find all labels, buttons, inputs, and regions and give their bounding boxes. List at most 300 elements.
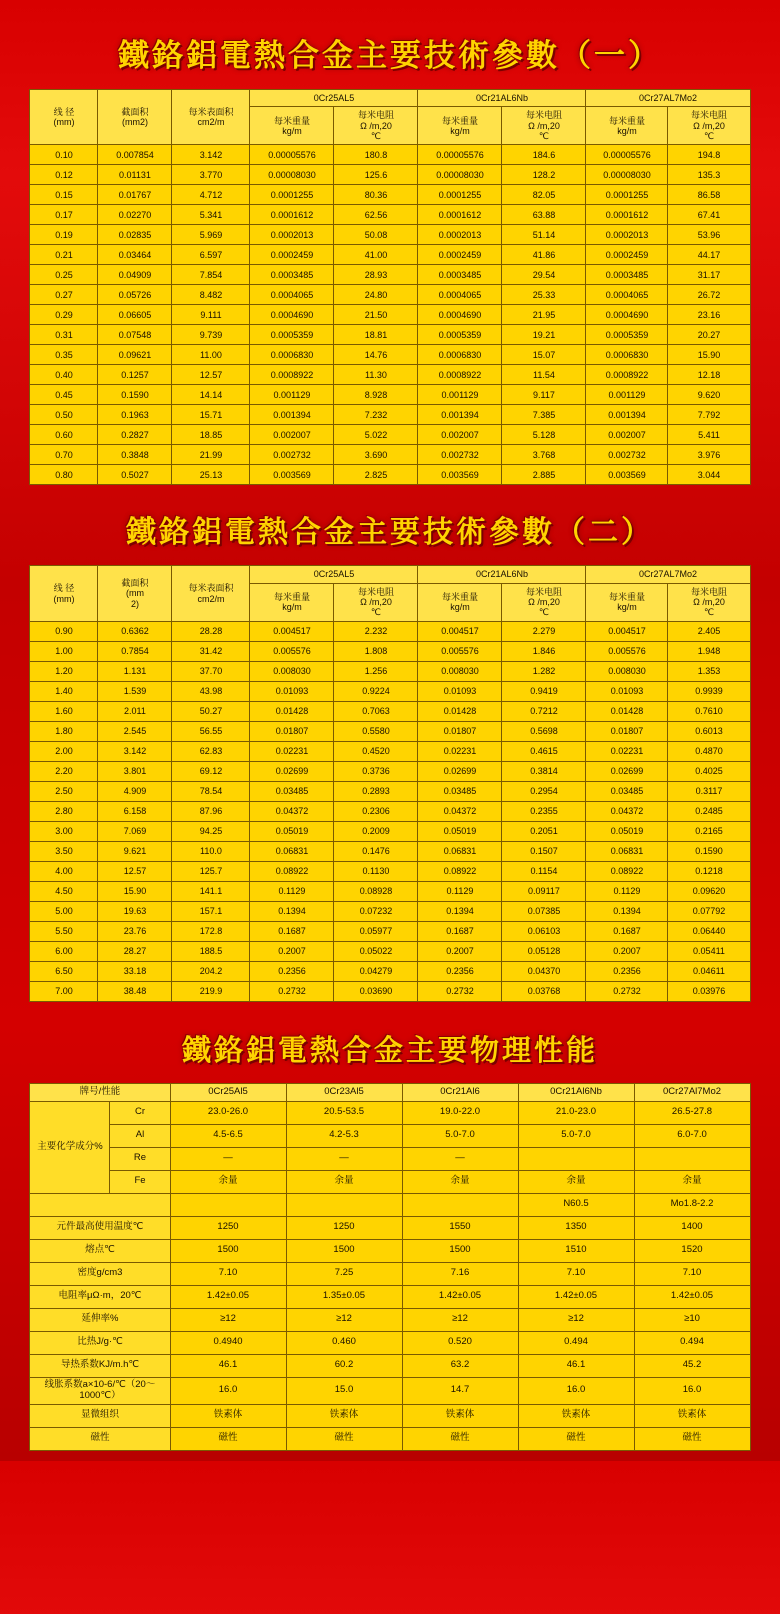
table-cell: 0.3117 [668, 781, 750, 801]
table-cell: 0.04372 [418, 801, 502, 821]
table-cell: 0.4870 [668, 741, 750, 761]
table3-col-2: 0Cr23Al5 [286, 1083, 402, 1101]
table3-col-1: 0Cr25Al5 [170, 1083, 286, 1101]
property-row [30, 1285, 750, 1308]
weight-label-3: 每米重量 [608, 115, 645, 126]
resistance-unit-3: Ω /m,20 [693, 120, 725, 131]
table-cell: 62.83 [172, 741, 250, 761]
table-cell: 0.00005576 [250, 145, 334, 165]
table-cell: 0.001394 [586, 405, 668, 425]
table-cell: 31.42 [172, 641, 250, 661]
resistance-unit-2: Ω /m,20 [528, 597, 560, 608]
table-cell: 29.54 [502, 265, 586, 285]
table-cell: 0.7854 [98, 641, 172, 661]
table-cell: 11.30 [334, 365, 418, 385]
table-cell: 4.50 [30, 881, 98, 901]
table-cell: 0.01428 [418, 701, 502, 721]
composition-element: Re [110, 1147, 170, 1170]
property-value: ≥10 [634, 1308, 750, 1331]
col-resistance-2 [502, 107, 586, 145]
table-cell: 0.0005359 [250, 325, 334, 345]
table-cell: 0.12 [30, 165, 98, 185]
table-cell: 5.411 [668, 425, 750, 445]
composition-extra-value: N60.5 [518, 1193, 634, 1216]
table-cell: 11.00 [172, 345, 250, 365]
table-cell: 0.01093 [250, 681, 334, 701]
table-cell: 0.2356 [250, 961, 334, 981]
table-row [30, 941, 750, 961]
table-cell: 0.03464 [98, 245, 172, 265]
col-surface-area [172, 566, 250, 621]
table-cell: 1.80 [30, 721, 98, 741]
table-row [30, 345, 750, 365]
table-row [30, 445, 750, 465]
table3-body [30, 1101, 750, 1450]
weight-label-3: 每米重量 [608, 591, 645, 602]
table-row [30, 741, 750, 761]
col-resistance-3 [668, 583, 750, 621]
property-value: ≥12 [402, 1308, 518, 1331]
table-cell: 0.4025 [668, 761, 750, 781]
table-cell: 172.8 [172, 921, 250, 941]
table-row [30, 681, 750, 701]
table-cell: 128.2 [502, 165, 586, 185]
composition-label: 主要化学成分% [30, 1101, 110, 1193]
table-cell: 11.54 [502, 365, 586, 385]
resistance-temp-2: ℃ [538, 131, 550, 142]
col-surface-area [172, 90, 250, 145]
property-value: 0.4940 [170, 1331, 286, 1354]
table-row [30, 781, 750, 801]
property-value: 7.10 [634, 1262, 750, 1285]
property-label: 元件最高使用温度℃ [30, 1216, 170, 1239]
table-cell: 8.928 [334, 385, 418, 405]
property-row [30, 1308, 750, 1331]
table-cell: 0.3814 [502, 761, 586, 781]
resistance-label-3: 每米电阻 [690, 110, 727, 121]
table-cell: 0.004517 [418, 621, 502, 641]
table-cell: 0.0002013 [250, 225, 334, 245]
table-cell: 0.80 [30, 465, 98, 485]
table-cell: 2.279 [502, 621, 586, 641]
table-cell: 0.03976 [668, 981, 750, 1001]
table-cell: 5.50 [30, 921, 98, 941]
table-cell: 0.1687 [250, 921, 334, 941]
table-cell: 0.008030 [250, 661, 334, 681]
table-row [30, 365, 750, 385]
table-cell: 0.0001255 [586, 185, 668, 205]
table-cell: 0.1963 [98, 405, 172, 425]
table-row [30, 981, 750, 1001]
table-cell: 3.00 [30, 821, 98, 841]
table-cell: 6.50 [30, 961, 98, 981]
table-cell: 4.909 [98, 781, 172, 801]
col-alloy-2: 0Cr21AL6Nb [418, 566, 586, 583]
table-cell: 0.09117 [502, 881, 586, 901]
table-cell: 0.008030 [418, 661, 502, 681]
table-cell: 0.05726 [98, 285, 172, 305]
table-cell: 0.03485 [586, 781, 668, 801]
table-row [30, 145, 750, 165]
composition-extra-value: Mo1.8-2.2 [634, 1193, 750, 1216]
table-cell: 1.40 [30, 681, 98, 701]
table-cell: 9.111 [172, 305, 250, 325]
property-value: 1.42±0.05 [402, 1285, 518, 1308]
property-value: 45.2 [634, 1354, 750, 1377]
table-cell: 20.27 [668, 325, 750, 345]
weight-label-2: 每米重量 [441, 115, 478, 126]
property-row [30, 1427, 750, 1450]
table-cell: 7.385 [502, 405, 586, 425]
table-row [30, 881, 750, 901]
resistance-unit-1: Ω /m,20 [360, 597, 392, 608]
table-cell: 24.80 [334, 285, 418, 305]
table-cell: 6.597 [172, 245, 250, 265]
table-row [30, 641, 750, 661]
property-value: 46.1 [170, 1354, 286, 1377]
composition-value: — [402, 1147, 518, 1170]
table-cell: 0.02699 [418, 761, 502, 781]
table-cell: 0.1394 [586, 901, 668, 921]
table-cell: 21.99 [172, 445, 250, 465]
table-cell: 141.1 [172, 881, 250, 901]
property-value: 磁性 [634, 1427, 750, 1450]
property-label: 熔点℃ [30, 1239, 170, 1262]
table-row [30, 901, 750, 921]
col-resistance-1 [334, 107, 418, 145]
table-cell: 0.1129 [586, 881, 668, 901]
table-cell: 28.28 [172, 621, 250, 641]
property-label: 比热J/g·℃ [30, 1331, 170, 1354]
property-value: 63.2 [402, 1354, 518, 1377]
table-cell: 0.00008030 [586, 165, 668, 185]
table-cell: 0.09620 [668, 881, 750, 901]
table-cell: 0.0008922 [250, 365, 334, 385]
col-wire-diameter-l2: (mm) [53, 117, 75, 128]
composition-element: Al [110, 1124, 170, 1147]
property-row [30, 1239, 750, 1262]
table-cell: 0.2355 [502, 801, 586, 821]
table-cell: 5.022 [334, 425, 418, 445]
table-cell: 0.29 [30, 305, 98, 325]
table-cell: 12.18 [668, 365, 750, 385]
table-cell: 15.90 [668, 345, 750, 365]
table-cell: 0.003569 [418, 465, 502, 485]
table-cell: 0.04611 [668, 961, 750, 981]
composition-value: 26.5-27.8 [634, 1101, 750, 1124]
table-cell: 0.0004690 [586, 305, 668, 325]
table2-wrapper [0, 565, 780, 1001]
table-cell: 0.0008922 [586, 365, 668, 385]
table-cell: 0.0004065 [250, 285, 334, 305]
col-resistance-1 [334, 583, 418, 621]
table-row [30, 821, 750, 841]
table-row [30, 721, 750, 741]
table-cell: 86.58 [668, 185, 750, 205]
table-cell: 0.0006830 [418, 345, 502, 365]
property-row [30, 1377, 750, 1404]
table-cell: 0.0006830 [586, 345, 668, 365]
property-value: 15.0 [286, 1377, 402, 1404]
table-cell: 0.00008030 [418, 165, 502, 185]
table-cell: 0.7212 [502, 701, 586, 721]
composition-element: Cr [110, 1101, 170, 1124]
col-wire-diameter [30, 90, 98, 145]
table-cell: 0.1590 [668, 841, 750, 861]
table-cell: 0.04372 [250, 801, 334, 821]
composition-value [518, 1147, 634, 1170]
table-cell: 0.5027 [98, 465, 172, 485]
col-alloy-1: 0Cr25AL5 [250, 90, 418, 107]
table-cell: 0.0001612 [250, 205, 334, 225]
table-cell: 9.621 [98, 841, 172, 861]
property-value: 16.0 [634, 1377, 750, 1404]
table-cell: 0.2051 [502, 821, 586, 841]
table-cell: 0.03768 [502, 981, 586, 1001]
table-cell: 0.02231 [250, 741, 334, 761]
table-cell: 0.04909 [98, 265, 172, 285]
table-cell: 41.00 [334, 245, 418, 265]
table-cell: 53.96 [668, 225, 750, 245]
property-label: 导热系数KJ/m.h℃ [30, 1354, 170, 1377]
table-cell: 63.88 [502, 205, 586, 225]
composition-value: — [170, 1147, 286, 1170]
resistance-unit-2: Ω /m,20 [528, 120, 560, 131]
table-cell: 0.01428 [250, 701, 334, 721]
table-cell: 0.03485 [418, 781, 502, 801]
resistance-temp-1: ℃ [370, 131, 382, 142]
table-cell: 0.2356 [418, 961, 502, 981]
composition-row [30, 1124, 750, 1147]
table-cell: 3.770 [172, 165, 250, 185]
col-wire-diameter-l2: (mm) [53, 593, 75, 604]
table-cell: 0.08922 [586, 861, 668, 881]
composition-value: 余量 [170, 1170, 286, 1193]
table1-header-row-1 [30, 90, 750, 107]
property-value: 1500 [402, 1239, 518, 1262]
table-cell: 0.03690 [334, 981, 418, 1001]
table-cell: 0.2893 [334, 781, 418, 801]
table-cell: 0.01807 [418, 721, 502, 741]
table-cell: 8.482 [172, 285, 250, 305]
table-cell: 80.36 [334, 185, 418, 205]
table-cell: 0.1394 [418, 901, 502, 921]
property-value: 14.7 [402, 1377, 518, 1404]
table-cell: 0.0001255 [250, 185, 334, 205]
col-section-area [98, 90, 172, 145]
table-cell: 0.2827 [98, 425, 172, 445]
table3-corner-label: 牌号/性能 [30, 1083, 170, 1101]
table-cell: 0.4615 [502, 741, 586, 761]
table-cell: 78.54 [172, 781, 250, 801]
table-cell: 0.06440 [668, 921, 750, 941]
property-value: 16.0 [170, 1377, 286, 1404]
table-cell: 0.31 [30, 325, 98, 345]
table-cell: 0.2007 [586, 941, 668, 961]
table-cell: 0.1257 [98, 365, 172, 385]
col-wire-diameter-l1: 线 径 [53, 583, 75, 594]
table-cell: 0.2165 [668, 821, 750, 841]
table-cell: 1.539 [98, 681, 172, 701]
table-cell: 15.71 [172, 405, 250, 425]
table-cell: 0.0002013 [586, 225, 668, 245]
table-cell: 0.00005576 [586, 145, 668, 165]
composition-value: 23.0-26.0 [170, 1101, 286, 1124]
property-value: 1520 [634, 1239, 750, 1262]
table-cell: 0.06831 [418, 841, 502, 861]
col-wire-diameter [30, 566, 98, 621]
table-cell: 15.07 [502, 345, 586, 365]
property-value: 1550 [402, 1216, 518, 1239]
weight-label-1: 每米重量 [273, 591, 310, 602]
table-cell: 180.8 [334, 145, 418, 165]
table-cell: 110.0 [172, 841, 250, 861]
table-cell: 194.8 [668, 145, 750, 165]
table-cell: 0.02699 [586, 761, 668, 781]
table-cell: 19.63 [98, 901, 172, 921]
table-cell: 4.712 [172, 185, 250, 205]
weight-unit-2: kg/m [450, 602, 470, 613]
table-cell: 0.0003485 [586, 265, 668, 285]
table-cell: 2.50 [30, 781, 98, 801]
table-cell: 3.044 [668, 465, 750, 485]
table-cell: 1.948 [668, 641, 750, 661]
composition-extra-value [170, 1193, 286, 1216]
table-cell: 0.2009 [334, 821, 418, 841]
table-cell: 2.20 [30, 761, 98, 781]
table-cell: 0.05411 [668, 941, 750, 961]
table-cell: 0.9419 [502, 681, 586, 701]
table-cell: 1.846 [502, 641, 586, 661]
table-cell: 1.20 [30, 661, 98, 681]
col-weight-3 [586, 583, 668, 621]
table-cell: 0.3848 [98, 445, 172, 465]
resistance-label-3: 每米电阻 [690, 586, 727, 597]
table-row [30, 325, 750, 345]
composition-value: 6.0-7.0 [634, 1124, 750, 1147]
table-cell: 0.1590 [98, 385, 172, 405]
composition-value: 4.5-6.5 [170, 1124, 286, 1147]
table-cell: 2.545 [98, 721, 172, 741]
table-cell: 19.21 [502, 325, 586, 345]
table-cell: 0.01093 [586, 681, 668, 701]
table-cell: 0.0001255 [418, 185, 502, 205]
table-cell: 0.06103 [502, 921, 586, 941]
property-row [30, 1262, 750, 1285]
col-weight-1 [250, 583, 334, 621]
composition-value: 5.0-7.0 [402, 1124, 518, 1147]
table-cell: 0.21 [30, 245, 98, 265]
resistance-unit-1: Ω /m,20 [360, 120, 392, 131]
property-value: 46.1 [518, 1354, 634, 1377]
table-cell: 26.72 [668, 285, 750, 305]
table-cell: 0.4520 [334, 741, 418, 761]
table3-col-4: 0Cr21Al6Nb [518, 1083, 634, 1101]
table-cell: 0.01093 [418, 681, 502, 701]
composition-value: 4.2-5.3 [286, 1124, 402, 1147]
table-cell: 0.3736 [334, 761, 418, 781]
table-cell: 2.011 [98, 701, 172, 721]
col-section-area [98, 566, 172, 621]
table-cell: 0.90 [30, 621, 98, 641]
table2-header-row-1 [30, 566, 750, 583]
table-cell: 0.0003485 [250, 265, 334, 285]
table-cell: 0.02699 [250, 761, 334, 781]
col-surface-area-l2: cm2/m [197, 593, 225, 604]
table-cell: 0.17 [30, 205, 98, 225]
table-cell: 0.007854 [98, 145, 172, 165]
table-cell: 3.768 [502, 445, 586, 465]
composition-value: — [286, 1147, 402, 1170]
table-cell: 94.25 [172, 821, 250, 841]
col-resistance-3 [668, 107, 750, 145]
table-cell: 0.08928 [334, 881, 418, 901]
table-cell: 0.001129 [586, 385, 668, 405]
table-cell: 0.0004690 [418, 305, 502, 325]
property-value: 磁性 [170, 1427, 286, 1450]
table-cell: 6.158 [98, 801, 172, 821]
property-value: 1250 [170, 1216, 286, 1239]
table-cell: 0.01767 [98, 185, 172, 205]
table3-wrapper [0, 1083, 780, 1451]
table-cell: 0.0001612 [586, 205, 668, 225]
table-cell: 0.1476 [334, 841, 418, 861]
table-cell: 67.41 [668, 205, 750, 225]
table-cell: 0.02835 [98, 225, 172, 245]
table-cell: 0.03485 [250, 781, 334, 801]
table-cell: 0.001129 [418, 385, 502, 405]
table-cell: 0.2356 [586, 961, 668, 981]
table-row [30, 761, 750, 781]
table-cell: 0.0001612 [418, 205, 502, 225]
table-row [30, 285, 750, 305]
property-row [30, 1354, 750, 1377]
table-cell: 0.1218 [668, 861, 750, 881]
col-weight-2 [418, 583, 502, 621]
table-cell: 0.1154 [502, 861, 586, 881]
col-alloy-3: 0Cr27AL7Mo2 [586, 90, 750, 107]
composition-value: 余量 [518, 1170, 634, 1193]
table-row [30, 425, 750, 445]
resistance-temp-1: ℃ [370, 607, 382, 618]
table-cell: 0.08922 [250, 861, 334, 881]
table-cell: 0.05019 [418, 821, 502, 841]
property-value: 1400 [634, 1216, 750, 1239]
resistance-temp-3: ℃ [703, 607, 715, 618]
col-resistance-2 [502, 583, 586, 621]
table-cell: 0.04372 [586, 801, 668, 821]
property-value: 0.460 [286, 1331, 402, 1354]
table-cell: 0.003569 [250, 465, 334, 485]
table-cell: 0.06831 [586, 841, 668, 861]
property-label: 延伸率% [30, 1308, 170, 1331]
composition-value [634, 1147, 750, 1170]
col-alloy-1: 0Cr25AL5 [250, 566, 418, 583]
table-cell: 0.008030 [586, 661, 668, 681]
table-cell: 50.08 [334, 225, 418, 245]
property-value: 1500 [170, 1239, 286, 1262]
table-cell: 2.825 [334, 465, 418, 485]
table-cell: 0.0004065 [586, 285, 668, 305]
table-cell: 0.04279 [334, 961, 418, 981]
resistance-label-2: 每米电阻 [525, 110, 562, 121]
table-cell: 0.004517 [586, 621, 668, 641]
table-cell: 5.341 [172, 205, 250, 225]
table-cell: 1.60 [30, 701, 98, 721]
property-value: 1250 [286, 1216, 402, 1239]
table-cell: 14.76 [334, 345, 418, 365]
col-surface-area-l1: 每米表面积 [188, 583, 234, 594]
